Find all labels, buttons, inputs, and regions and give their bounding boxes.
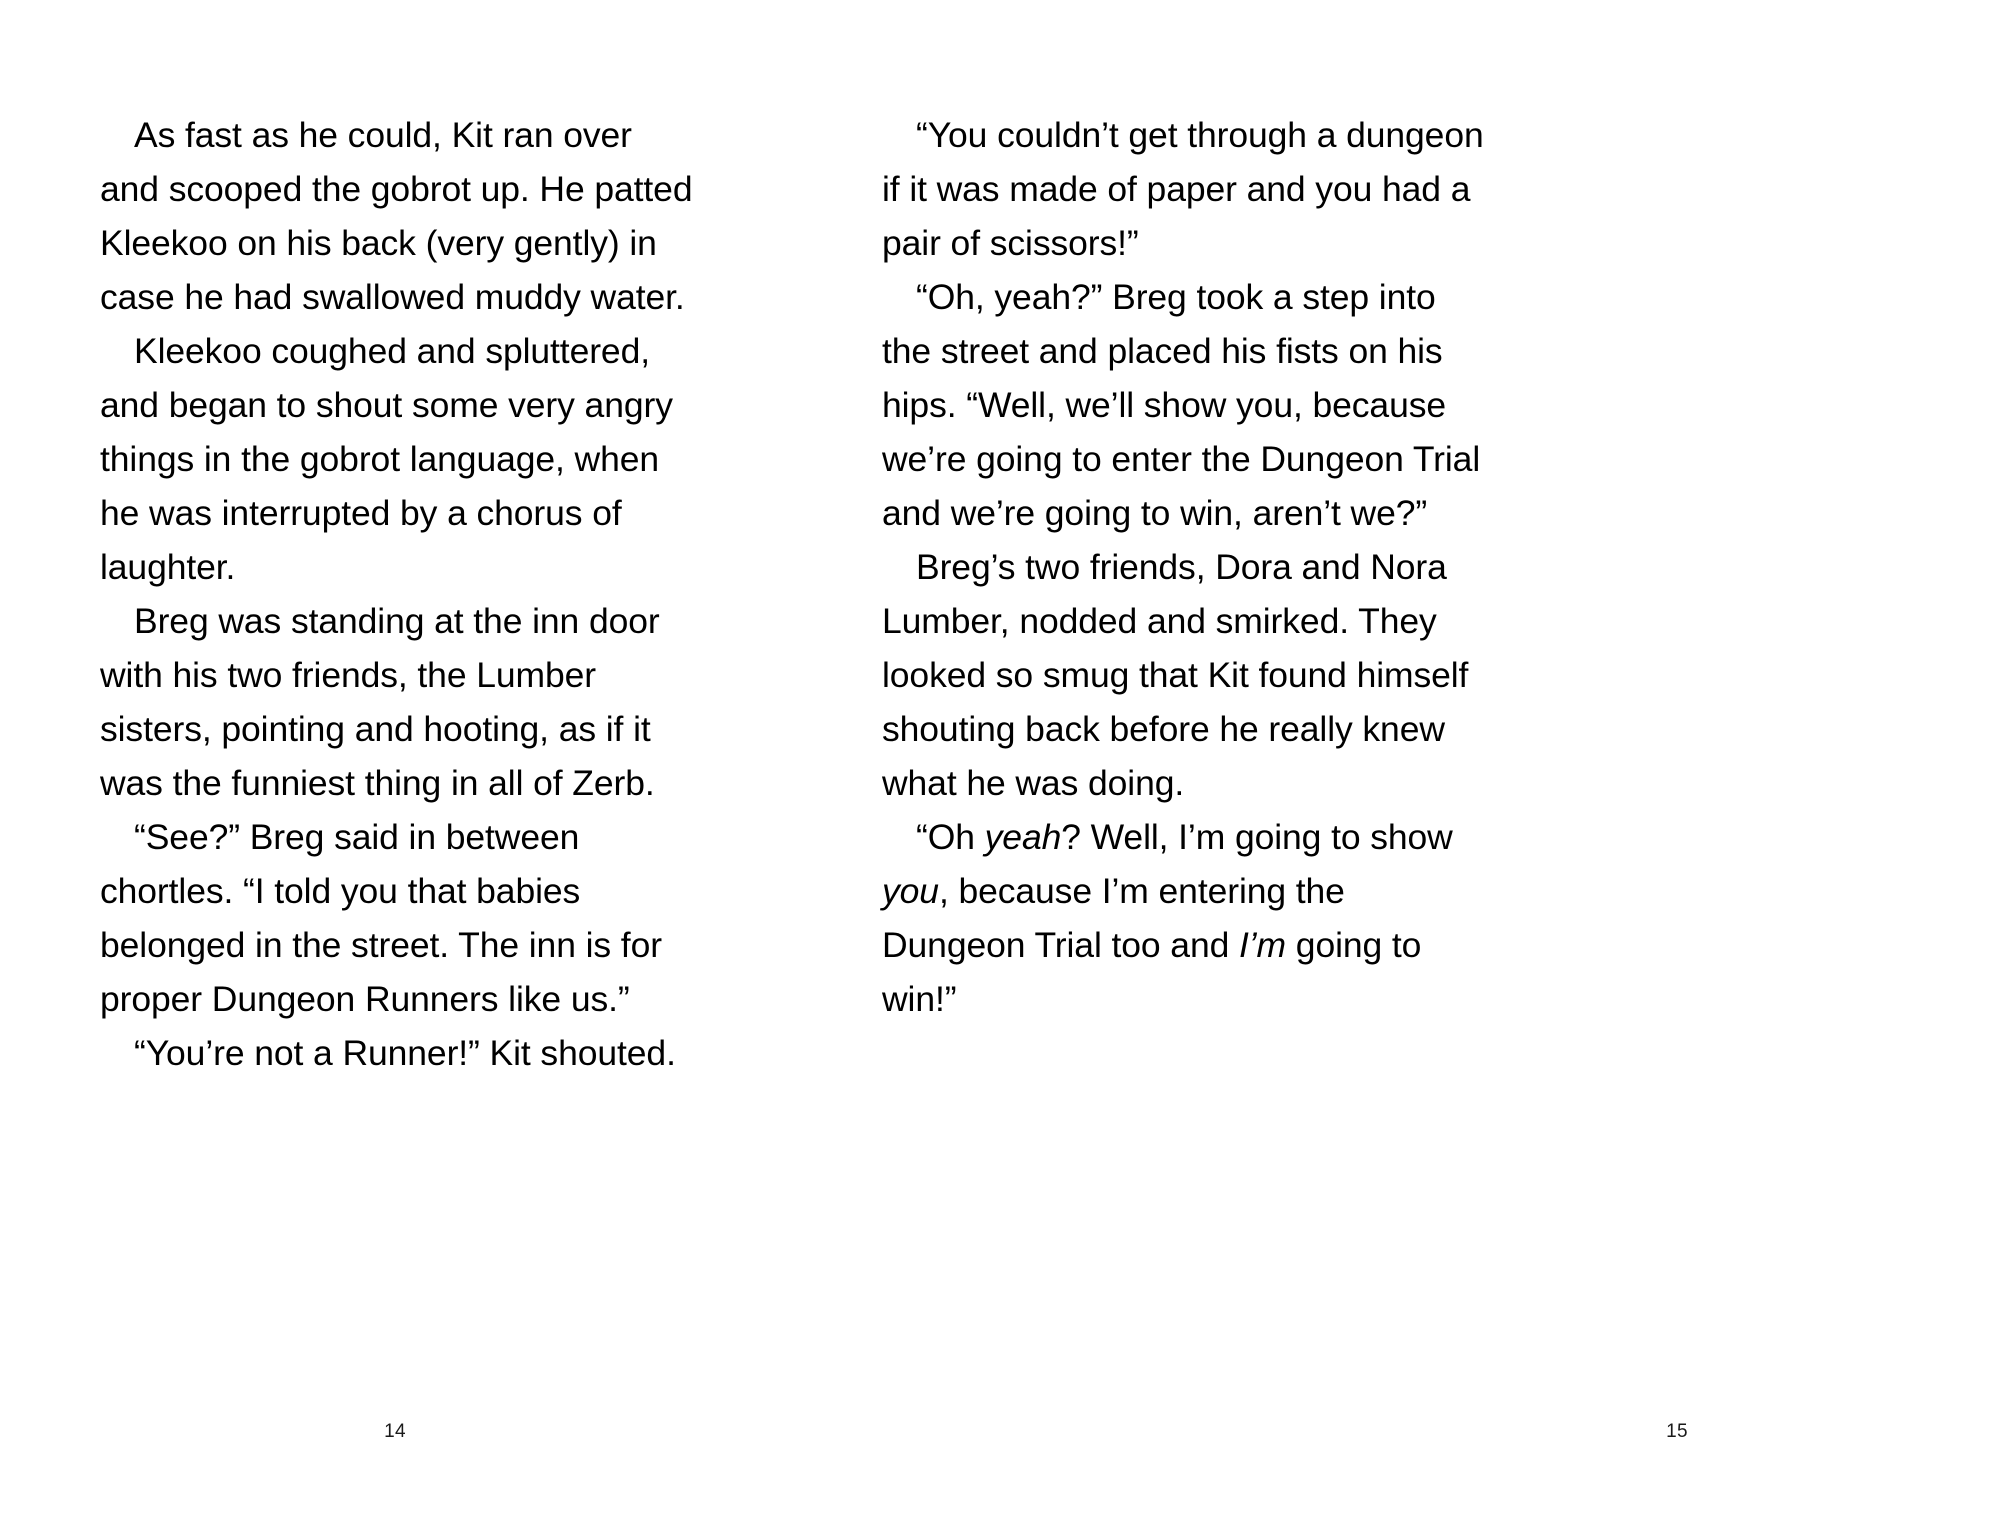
left-page-text-column xyxy=(100,108,700,1080)
paragraph: “You couldn’t get through a dungeon if it was made of paper and you had a pair of scissors!” xyxy=(882,115,1484,263)
paragraph: “Oh, yeah?” Breg took a step into the street and placed his fists on his hips. “Well, we’ll show you, because we’re going to enter the Dungeon Trial and we’re going to win, aren’t we?” xyxy=(882,277,1481,533)
page-right xyxy=(882,0,1996,1531)
final-italic-2: you xyxy=(882,871,939,911)
paragraph: Kleekoo coughed and spluttered, and began to shout some very angry things in the gobrot language, when he was interrupted by a chorus of laughter. xyxy=(100,331,673,587)
final-part-3: , because I’m entering the Dungeon Trial too and xyxy=(882,871,1345,965)
page-number-left: 14 xyxy=(384,1421,406,1442)
final-part-2: ? Well, I’m going to show xyxy=(1061,817,1453,857)
page-number-right: 15 xyxy=(1666,1421,1688,1442)
final-part-1: “Oh xyxy=(916,817,985,857)
paragraph-final xyxy=(882,810,1492,1026)
final-italic-1: yeah xyxy=(984,817,1062,857)
paragraph: As fast as he could, Kit ran over and scooped the gobrot up. He patted Kleekoo on his back (very gently) in case he had swallowed muddy water. xyxy=(100,115,693,317)
paragraph: Breg’s two friends, Dora and Nora Lumber, nodded and smirked. They looked so smug that Kit found himself shouting back before he really knew what he was doing. xyxy=(882,547,1469,803)
final-part-4: going to win!” xyxy=(882,925,1422,1019)
right-page-text-column xyxy=(882,108,1492,1026)
paragraph: “You’re not a Runner!” Kit shouted. xyxy=(134,1033,676,1073)
paragraph: “See?” Breg said in between chortles. “I told you that babies belonged in the street. The inn is for proper Dungeon Runners like us.” xyxy=(100,817,662,1019)
paragraph: Breg was standing at the inn door with his two friends, the Lumber sisters, pointing and hooting, as if it was the funniest thing in all of Zerb. xyxy=(100,601,660,803)
final-italic-3: I’m xyxy=(1239,925,1287,965)
